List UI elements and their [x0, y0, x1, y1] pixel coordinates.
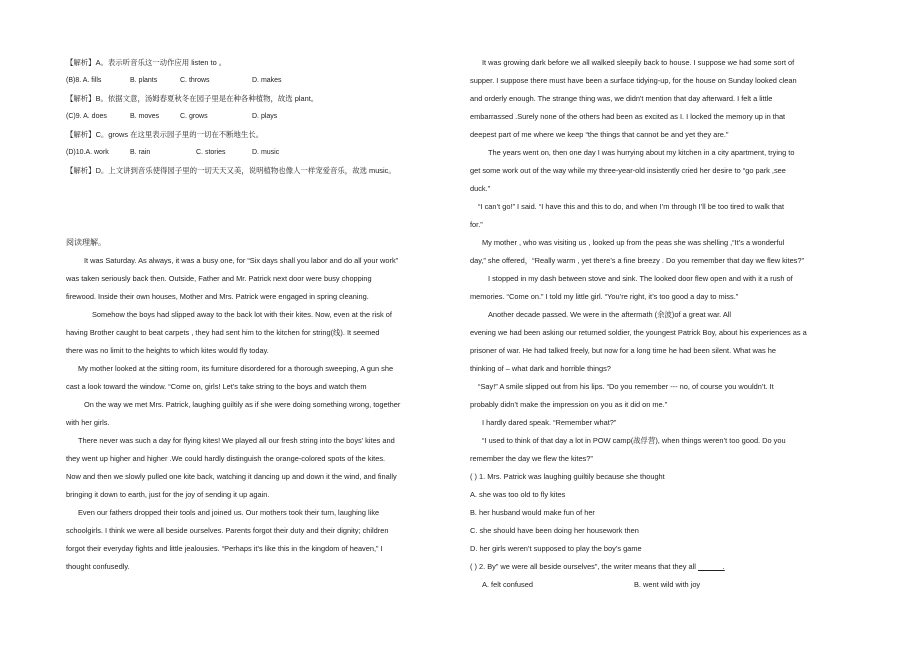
- option-c: C. throws: [180, 77, 210, 84]
- option-d: D. music: [252, 149, 280, 156]
- passage-line: having Brother caught to beat carpets , they had sent him to the kitchen for string(线). It seemed: [66, 328, 380, 337]
- passage-line: thought confusedly.: [66, 562, 130, 571]
- option-d: D. plays: [252, 113, 278, 120]
- question-2-option-a[interactable]: A. felt confused: [482, 580, 533, 589]
- passage-line: I stopped in my dash between stove and sink. The looked door flew open and with it a rush of: [488, 274, 793, 283]
- option-b: B. moves: [130, 113, 160, 120]
- passage-line: Somehow the boys had slipped away to the back lot with their kites. Now, even at the risk of: [92, 310, 392, 319]
- explanation-tag: 【解析】: [66, 58, 96, 67]
- passage-line: evening we had been asking our returned soldier, the youngest Patrick Boy, about his experiences as a: [470, 328, 807, 337]
- passage-line: firewood. Inside their own houses, Mother and Mrs. Patrick were engaged in spring cleaning.: [66, 292, 369, 301]
- passage-line: I hardly dared speak. “Remember what?”: [482, 418, 617, 427]
- passage-line: My mother looked at the sitting room, its furniture disordered for a thorough sweeping, A gun she: [78, 364, 394, 373]
- passage-line: supper. I suppose there must have been a surface tidying-up, for the house on Sunday looked clean: [470, 76, 797, 85]
- passage-line: Now and then we slowly pulled one kite back, watching it dancing up and down it the wind, and finally: [66, 472, 397, 481]
- passage-line: remember the day we flew the kites?”: [470, 454, 593, 463]
- passage-line: “I can’t go!” I said. “I have this and this to do, and when I’m through I’ll be too tired to walk that: [478, 202, 785, 211]
- passage-line: Even our fathers dropped their tools and joined us. Our mothers took their turn, laughing like: [78, 508, 380, 517]
- passage-line: and orderly enough. The strange thing was, we didn't mention that day afterward. I felt a little: [470, 94, 773, 103]
- passage-line: get some work out of the way while my three-year-old insistently cried her desire to “go park ,see: [470, 166, 786, 175]
- section-title: 阅读理解。: [66, 238, 106, 247]
- explanation-line: [66, 94, 318, 104]
- explanation-tag: 【解析】: [66, 130, 96, 139]
- answer-options-row: [66, 76, 454, 86]
- passage-line: probably didn’t make the impression on you as it did on me.”: [470, 400, 668, 409]
- passage-line: On the way we met Mrs. Patrick, laughing guiltily as if she were doing something wrong, together: [84, 400, 401, 409]
- explanation-tag: 【解析】: [66, 94, 96, 103]
- explanation-text: A。表示听音乐这一动作应用 listen to 。: [95, 58, 227, 67]
- passage-line: cast a look toward the window. “Come on, girls! Let’s take string to the boys and watch them: [66, 382, 367, 391]
- explanation-text: B。依据文意，汤姆春夏秋冬在园子里是在种各种植物，故选 plant。: [95, 94, 319, 103]
- option-a: (D)10.A. work: [66, 149, 109, 156]
- option-d: D. makes: [252, 77, 282, 84]
- option-c: C. stories: [196, 149, 226, 156]
- passage-line: Another decade passed. We were in the aftermath (余波)of a great war. All: [488, 310, 732, 319]
- answer-options-row: [66, 112, 454, 122]
- passage-line: “Say!” A smile slipped out from his lips. “Do you remember --- no, of course you wouldn’t. It: [478, 382, 774, 391]
- question-1-option-c[interactable]: C. she should have been doing her housework then: [470, 526, 639, 535]
- passage-line: There never was such a day for flying kites! We played all our fresh string into the boys’ kites and: [78, 436, 395, 445]
- passage-line: was taken seriously back then. Outside, Father and Mr. Patrick next door were busy chopping: [66, 274, 372, 283]
- passage-line: It was Saturday. As always, it was a busy one, for “Six days shall you labor and do all your work”: [84, 256, 399, 265]
- option-c: C. grows: [180, 113, 208, 120]
- answer-blank: ______.: [697, 562, 725, 571]
- passage-line: there was no limit to the heights to which kites would fly today.: [66, 346, 269, 355]
- passage-line: It was growing dark before we all walked sleepily back to house. I suppose we had some sort of: [482, 58, 795, 67]
- explanation-line: [66, 166, 396, 176]
- option-b: B. rain: [130, 149, 151, 156]
- passage-line: deepest part of me where we keep “the things that cannot be and yet they are.”: [470, 130, 729, 139]
- option-a: (B)8. A. fills: [66, 77, 102, 84]
- question-1-option-a[interactable]: A. she was too old to fly kites: [470, 490, 566, 499]
- passage-line: prisoner of war. He had talked freely, but now for a long time he had been silent. What was he: [470, 346, 776, 355]
- passage-line: memories. “Come on.” I told my little girl. “You’re right, it’s too good a day to miss.”: [470, 292, 739, 301]
- passage-line: they went up higher and higher .We could hardly distinguish the orange-colored spots of the kites.: [66, 454, 386, 463]
- option-b: B. plants: [130, 77, 158, 84]
- passage-line: thinking of – what dark and horrible things?: [470, 364, 611, 373]
- passage-line: The years went on, then one day I was hurrying about my kitchen in a city apartment, trying to: [488, 148, 795, 157]
- passage-line: with her girls.: [66, 418, 110, 427]
- explanation-line: [66, 130, 263, 140]
- question-2-stem: ( ) 2. By” we were all beside ourselves”, the writer means that they all: [470, 562, 696, 571]
- answer-options-row: [66, 148, 454, 158]
- explanation-text: D。上文讲到音乐使得园子里的一切天天又美，说明植物也像人一样宠爱音乐，故选 music。: [95, 166, 396, 175]
- question-2-stem-line: [470, 562, 725, 572]
- passage-line: day,” she offered，“Really warm , yet there’s a fine breezy . Do you remember that day we flew kites?”: [470, 256, 804, 265]
- question-1-option-d[interactable]: D. her girls weren’t supposed to play the boy’s game: [470, 544, 642, 553]
- explanation-line: [66, 58, 226, 68]
- explanation-tag: 【解析】: [66, 166, 96, 175]
- passage-line: “I used to think of that day a lot in POW camp(战俘营), when things weren’t too good. Do you: [482, 436, 786, 445]
- question-1-option-b[interactable]: B. her husband would make fun of her: [470, 508, 595, 517]
- explanation-text: C。grows 在这里表示园子里的一切在不断地生长。: [95, 130, 264, 139]
- passage-line: for.”: [470, 220, 483, 229]
- passage-line: forgot their everyday fights and little jealousies. “Perhaps it’s like this in the kingdom of heaven,” I: [66, 544, 383, 553]
- passage-line: schoolgirls. I think we were all beside ourselves. Parents forgot their duty and their dignity; children: [66, 526, 389, 535]
- question-2-option-b[interactable]: B. went wild with joy: [634, 580, 701, 589]
- passage-line: embarrassed .Surely none of the others had been as excited as I. I locked the memory up in that: [470, 112, 786, 121]
- passage-line: bringing it down to earth, just for the joy of sending it up again.: [66, 490, 270, 499]
- passage-line: duck.”: [470, 184, 491, 193]
- question-1-stem: ( ) 1. Mrs. Patrick was laughing guiltily because she thought: [470, 472, 665, 481]
- passage-line: My mother , who was visiting us , looked up from the peas she was shelling ,“It’s a wonderful: [482, 238, 785, 247]
- option-a: (C)9. A. does: [66, 113, 107, 120]
